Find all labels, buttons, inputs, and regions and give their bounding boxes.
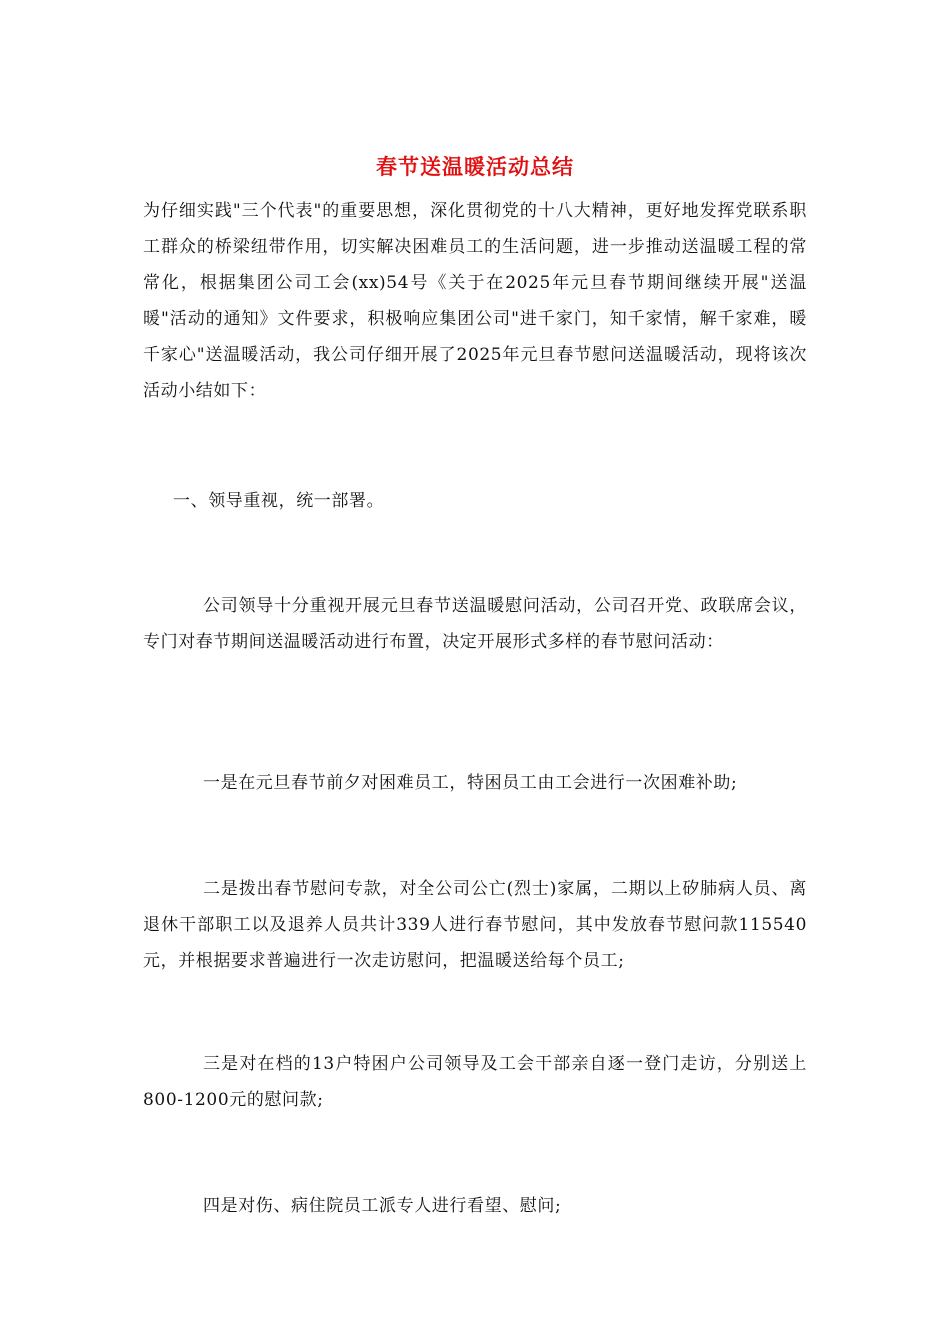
list-item-1: 一是在元旦春节前夕对困难员工，特困员工由工会进行一次困难补助; xyxy=(203,773,738,793)
document-title: 春节送温暖活动总结 xyxy=(376,154,574,179)
intro-paragraph: 为仔细实践"三个代表"的重要思想，深化贯彻党的十八大精神，更好地发挥党联系职工群众的桥梁纽带作用，切实解决困难员工的生活问题，进一步推动送温暖工程的常常化，根据集团公司工会(xx)54号《关于在2025年元旦春节期间继续开展"送温暖"活动的通知》文件要求，积极响应集团公司"进千家门，知千家情，解千家难，暖千家心"送温暖活动，我公司仔细开展了2025年元旦春节慰问送温暖活动，现将该次活动小结如下： xyxy=(143,201,807,401)
list-item-3: 三是对在档的13户特困户公司领导及工会干部亲自逐一登门走访，分别送上800-1200元的慰问款; xyxy=(143,1054,807,1110)
list-item-2: 二是拨出春节慰问专款，对全公司公亡(烈士)家属，二期以上矽肺病人员、离退休干部职工以及退养人员共计339人进行春节慰问，其中发放春节慰问款115540元，并根据要求普遍进行一次走访慰问，把温暖送给每个员工; xyxy=(143,879,807,971)
section-heading-1: 一、领导重视，统一部署。 xyxy=(173,491,385,511)
section-1-paragraph: 公司领导十分重视开展元旦春节送温暖慰问活动，公司召开党、政联席会议，专门对春节期间送温暖活动进行布置，决定开展形式多样的春节慰问活动： xyxy=(143,596,807,652)
list-item-4: 四是对伤、病住院员工派专人进行看望、慰问; xyxy=(203,1196,562,1216)
